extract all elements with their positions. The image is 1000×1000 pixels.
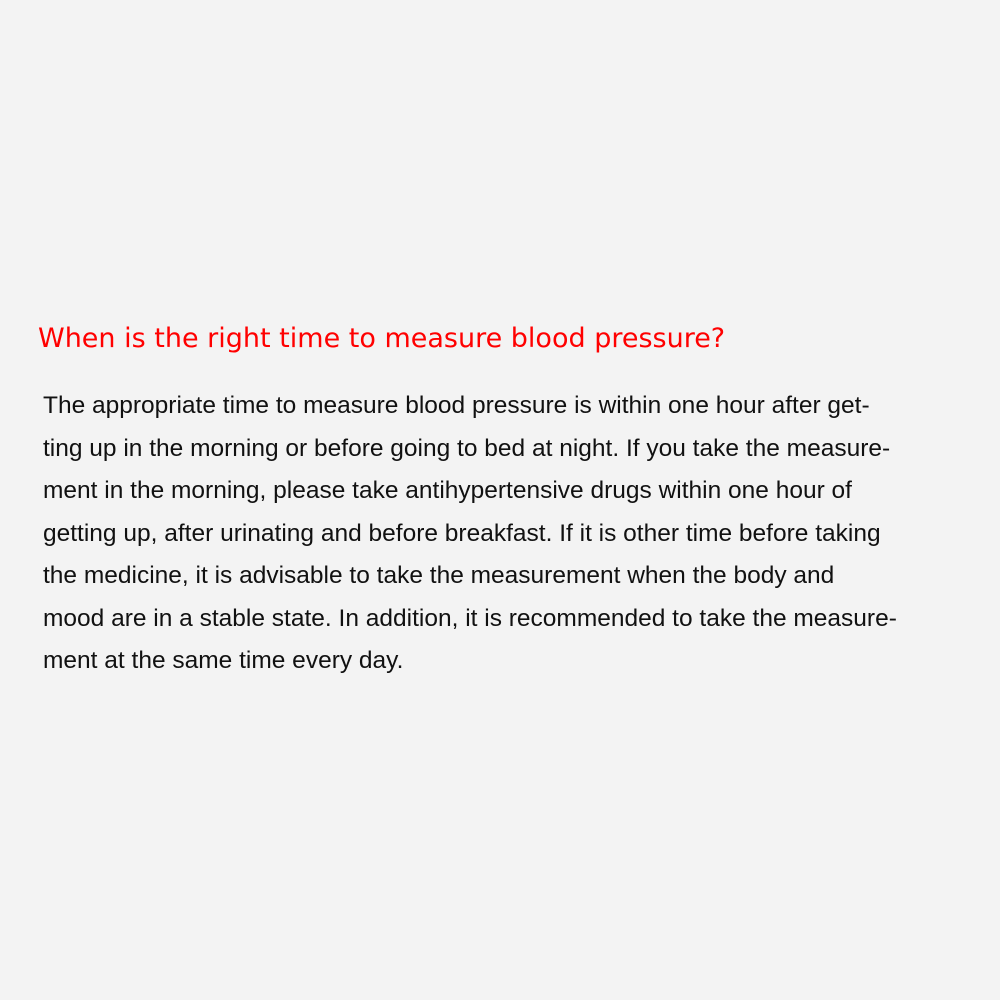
article-paragraph <box>43 385 983 683</box>
paragraph-line: ting up in the morning or before going to bed at night. If you take the measure- <box>43 434 891 462</box>
paragraph-line: ment in the morning, please take antihypertensive drugs within one hour of <box>43 477 852 504</box>
article-heading: When is the right time to measure blood pressure? <box>38 323 726 354</box>
paragraph-line: mood are in a stable state. In addition, it is recommended to take the measure- <box>43 604 897 632</box>
paragraph-line: getting up, after urinating and before breakfast. If it is other time before taking <box>43 519 881 547</box>
paragraph-line: ment at the same time every day. <box>43 647 404 674</box>
paragraph-line: the medicine, it is advisable to take the measurement when the body and <box>43 562 835 589</box>
paragraph-line: The appropriate time to measure blood pressure is within one hour after get- <box>43 392 870 419</box>
